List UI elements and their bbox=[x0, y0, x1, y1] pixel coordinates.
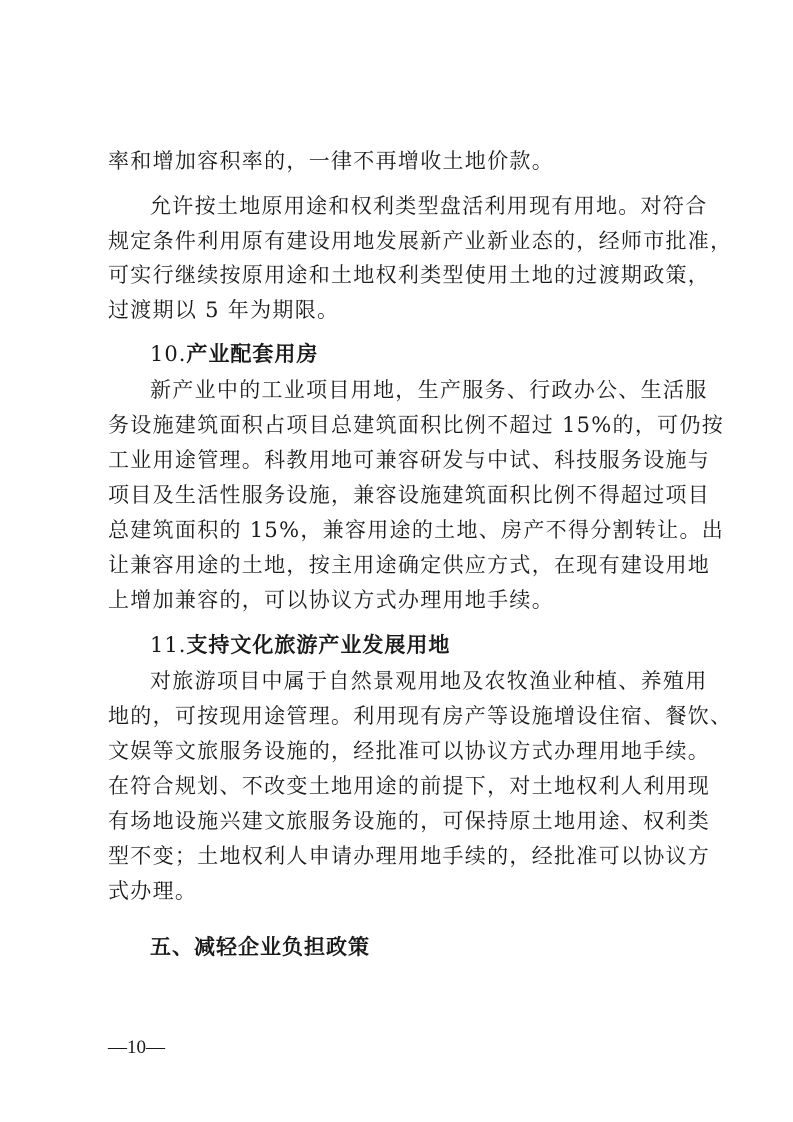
paragraph-line: 新产业中的工业项目用地，生产服务、行政办公、生活服 bbox=[150, 378, 708, 402]
paragraph-line: 总建筑面积的 15%，兼容用途的土地、房产不得分割转让。出 bbox=[108, 518, 725, 542]
paragraph-line: 地的，可按现用途管理。利用现有房产等设施增设住宿、餐饮、 bbox=[108, 704, 733, 728]
paragraph-line: 在符合规划、不改变土地用途的前提下，对土地权利人利用现 bbox=[108, 774, 711, 798]
paragraph-line: 规定条件利用原有建设用地发展新产业新业态的，经师市批准， bbox=[108, 229, 733, 253]
heading-text: 支持文化旅游产业发展用地 bbox=[186, 633, 451, 657]
paragraph-line: 务设施建筑面积占项目总建筑面积比例不超过 15%的，可仍按 bbox=[108, 413, 725, 437]
paragraph-line: 项目及生活性服务设施，兼容设施建筑面积比例不得超过项目 bbox=[108, 483, 711, 507]
page-number: —10— bbox=[108, 1037, 165, 1058]
paragraph-line: 可实行继续按原用途和土地权利类型使用土地的过渡期政策， bbox=[108, 263, 711, 287]
paragraph-line: 允许按土地原用途和权利类型盘活利用现有用地。对符合 bbox=[150, 194, 708, 218]
heading-number: 11. bbox=[150, 633, 187, 657]
paragraph-line: 上增加兼容的，可以协议方式办理用地手续。 bbox=[108, 588, 554, 612]
paragraph-line: 工业用途管理。科教用地可兼容研发与中试、科技服务设施与 bbox=[108, 448, 711, 472]
subsection-heading bbox=[150, 339, 690, 369]
paragraph-line: 对旅游项目中属于自然景观用地及农牧渔业种植、养殖用 bbox=[150, 669, 708, 693]
subsection-heading bbox=[150, 630, 690, 660]
paragraph-line: 率和增加容积率的，一律不再增收土地价款。 bbox=[108, 149, 554, 173]
heading-number: 10. bbox=[150, 342, 187, 366]
paragraph-line: 让兼容用途的土地，按主用途确定供应方式，在现有建设用地 bbox=[108, 553, 711, 577]
heading-text: 产业配套用房 bbox=[186, 342, 319, 366]
paragraph-line: 过渡期以 5 年为期限。 bbox=[108, 298, 340, 322]
paragraph-line: 式办理。 bbox=[108, 879, 198, 903]
paragraph-line: 型不变；土地权利人申请办理用地手续的，经批准可以协议方 bbox=[108, 844, 711, 868]
paragraph-line: 文娱等文旅服务设施的，经批准可以协议方式办理用地手续。 bbox=[108, 739, 711, 763]
paragraph-line: 有场地设施兴建文旅服务设施的，可保持原土地用途、权利类 bbox=[108, 809, 711, 833]
section-heading: 五、减轻企业负担政策 bbox=[150, 935, 370, 959]
